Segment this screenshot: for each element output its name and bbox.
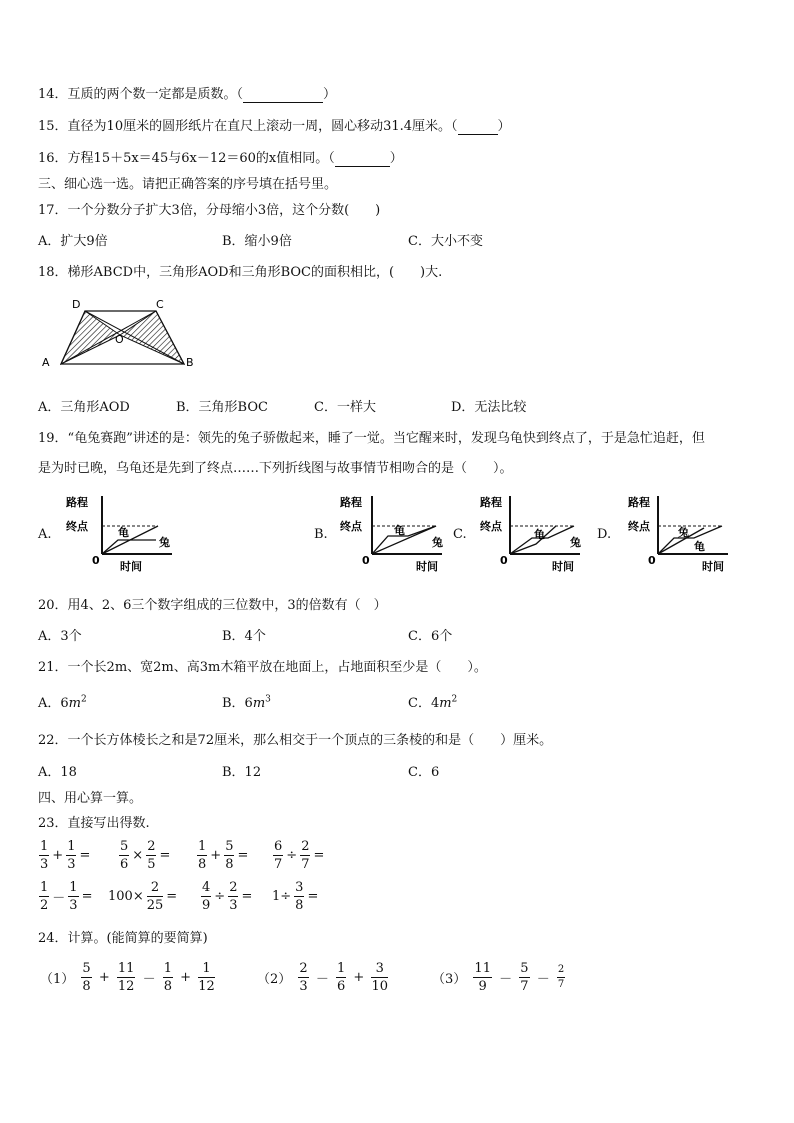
option-a[interactable]: A．三角形AOD [38,400,130,415]
svg-text:时间: 时间 [120,560,142,573]
question-24: 24．计算。(能简算的要简算) [38,931,208,946]
option-a[interactable]: A. [38,527,52,542]
calc-item-1: （1） $\frac{5}{8}$ + $\frac{11}{12}$ － $\frac{1}{8}$ + $\frac{1}{12}$ [40,961,215,994]
expression: $\frac{6}{7}$ ÷ $\frac{2}{7}$ = [274,839,325,872]
question-19-line1: 19．“龟兔赛跑”讲述的是：领先的兔子骄傲起来，睡了一觉。当它醒来时，发现乌龟快到终点了，于是急忙追赶，但 [38,431,705,446]
section-heading-4: 四、用心算一算。 [38,791,143,806]
svg-text:终点: 终点 [340,520,362,533]
svg-text:兔: 兔 [159,536,170,549]
option-b[interactable]: B．12 [222,765,262,780]
question-18: 18．梯形ABCD中，三角形AOD和三角形BOC的面积相比，( )大. [38,265,443,280]
calc-item-2: （2） $\frac{2}{3}$ － $\frac{1}{6}$ + $\frac{3}{10}$ [257,961,389,994]
question-19-line2: 是为时已晚，乌龟还是先到了终点……下列折线图与故事情节相吻合的是（ ）。 [38,461,513,476]
label-a: A [42,356,50,369]
svg-text:兔: 兔 [678,526,689,539]
option-b[interactable]: B．三角形BOC [176,400,268,415]
question-14: 14．互质的两个数一定都是质数。（ ） [38,87,337,102]
svg-text:兔: 兔 [432,536,443,549]
option-b[interactable]: B．缩小9倍 [222,234,292,249]
svg-text:龟: 龟 [694,540,705,553]
expression: 100× $\frac{2}{25}$ = [108,880,178,913]
option-c[interactable]: C. [453,527,467,542]
svg-text:0: 0 [648,554,656,567]
tortoise-line [510,526,556,554]
expression: $\frac{5}{6}$ × $\frac{2}{5}$ = [120,839,171,872]
svg-text:路程: 路程 [66,496,88,509]
svg-text:时间: 时间 [552,560,574,573]
option-d[interactable]: D．无法比较 [451,400,527,415]
option-c[interactable]: C．6个 [408,629,453,644]
option-c[interactable]: C．大小不变 [408,234,483,249]
question-15: 15．直径为10厘米的圆形纸片在直尺上滚动一周，圆心移动31.4厘米。（ ） [38,119,511,134]
svg-text:龟: 龟 [534,528,545,541]
question-17: 17．一个分数分子扩大3倍，分母缩小3倍，这个分数( ) [38,203,381,218]
expression: $\frac{1}{3}$ + $\frac{1}{3}$ = [40,839,91,872]
option-c[interactable]: C．一样大 [314,400,376,415]
expression: $\frac{1}{8}$ + $\frac{5}{8}$ = [198,839,249,872]
expression: 1÷ $\frac{3}{8}$ = [272,880,319,913]
option-a[interactable]: A．$6m^2$ [38,694,87,711]
svg-text:路程: 路程 [340,496,362,509]
graph-d [624,492,744,574]
svg-text:龟: 龟 [394,524,405,537]
question-23: 23．直接写出得数. [38,816,150,831]
option-a[interactable]: A．扩大9倍 [38,234,108,249]
label-b: B [186,356,194,369]
label-o: O [115,333,124,346]
graph-a [60,492,190,574]
question-21: 21．一个长2m、宽2m、高3m木箱平放在地面上，占地面积至少是（ ）。 [38,660,487,675]
svg-text:0: 0 [500,554,508,567]
svg-text:终点: 终点 [66,520,88,533]
answer-blank[interactable] [458,119,498,135]
section-heading-3: 三、细心选一选。请把正确答案的序号填在括号里。 [38,177,338,192]
option-c[interactable]: C．$4m^2$ [408,694,458,711]
label-d: D [72,298,81,311]
option-b[interactable]: B．4个 [222,629,266,644]
svg-text:龟: 龟 [118,526,129,539]
option-d[interactable]: D. [597,527,612,542]
option-b[interactable]: B. [314,527,328,542]
triangle-boc [120,311,184,364]
calc-item-3: （3） $\frac{11}{9}$ － $\frac{5}{7}$ － $\frac{2}{7}$ [432,961,565,994]
svg-text:路程: 路程 [628,496,650,509]
svg-text:终点: 终点 [628,520,650,533]
question-16: 16．方程15＋5x＝45与6x－12＝60的x值相同。（ ） [38,151,403,166]
trapezoid-figure [38,292,208,372]
svg-text:时间: 时间 [416,560,438,573]
option-b[interactable]: B．$6m^3$ [222,694,271,711]
answer-blank[interactable] [335,151,390,167]
rabbit-line [102,540,156,554]
svg-text:时间: 时间 [702,560,724,573]
expression: $\frac{4}{9}$ ÷ $\frac{2}{3}$ = [202,880,253,913]
option-a[interactable]: A．18 [38,765,77,780]
graph-b [336,492,456,574]
graph-c [476,492,596,574]
svg-text:0: 0 [362,554,370,567]
label-c: C [156,298,164,311]
question-20: 20．用4、2、6三个数字组成的三位数中，3的倍数有（ ） [38,598,387,613]
question-22: 22．一个长方体棱长之和是72厘米，那么相交于一个顶点的三条棱的和是（ ）厘米。 [38,733,553,748]
svg-text:路程: 路程 [480,496,502,509]
expression: $\frac{1}{2}$ － $\frac{1}{3}$ = [40,880,93,913]
option-a[interactable]: A．3个 [38,629,82,644]
answer-blank[interactable] [243,87,323,103]
svg-text:终点: 终点 [480,520,502,533]
svg-text:0: 0 [92,554,100,567]
rabbit-line [658,526,722,554]
svg-text:兔: 兔 [570,536,581,549]
triangle-aod [61,311,120,364]
option-c[interactable]: C．6 [408,765,440,780]
